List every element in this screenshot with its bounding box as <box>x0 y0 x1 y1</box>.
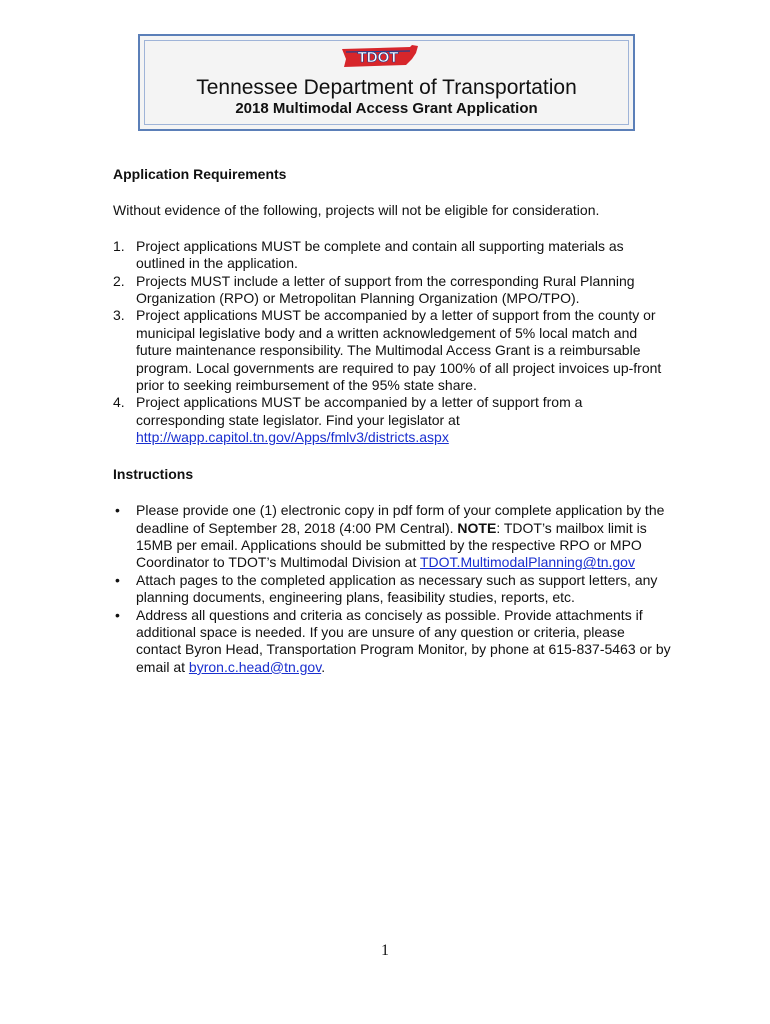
multimodal-email-link[interactable]: TDOT.MultimodalPlanning@tn.gov <box>420 554 635 571</box>
header-box <box>138 34 635 131</box>
list-number: 4. <box>113 394 125 411</box>
instruction-item <box>113 572 673 607</box>
contact-email-link[interactable]: byron.c.head@tn.gov <box>188 658 322 675</box>
document-body <box>113 166 673 676</box>
requirement-item <box>113 394 673 446</box>
requirement-item <box>113 238 673 273</box>
document-title: Tennessee Department of Transportation <box>196 76 577 99</box>
legislator-lookup-link[interactable]: http://wapp.capitol.tn.gov/Apps/fmlv3/districts.aspx <box>136 429 449 446</box>
bullet-icon: • <box>115 606 120 623</box>
instruction-item <box>113 607 673 677</box>
instruction-item <box>113 502 673 572</box>
page-number: 1 <box>381 942 389 959</box>
requirement-text: Project applications MUST be accompanied by a letter of support from a corresponding state legislator. Find your legislator at <box>136 394 583 428</box>
bullet-icon: • <box>115 502 120 519</box>
requirement-item <box>113 307 673 394</box>
instruction-text: Attach pages to the completed application as necessary such as support letters, any planning documents, engineering plans, feasibility studies, reports, etc. <box>136 571 658 606</box>
document-subtitle: 2018 Multimodal Access Grant Application <box>235 100 538 117</box>
list-number: 3. <box>113 307 125 324</box>
instructions-list <box>113 502 673 676</box>
tdot-logo <box>340 41 420 71</box>
list-number: 1. <box>113 237 125 254</box>
note-label: NOTE <box>457 519 497 536</box>
requirement-item <box>113 273 673 308</box>
requirements-list <box>113 238 673 447</box>
bullet-icon: • <box>115 571 120 588</box>
instructions-heading: Instructions <box>113 465 194 482</box>
instruction-text: Address all questions and criteria as concisely as possible. Provide attachments if additional space is needed. If you are unsure of any question or criteria, please contact Byron Head, Transportation Program Monitor, by phone at 615-837-5463 or by email at <box>136 606 671 675</box>
requirement-text: Project applications MUST be accompanied by a letter of support from the county or municipal legislative body and a written acknowledgement of 5% local match and future maintenance responsibility. The Multimodal Access Grant is a reimbursable program. Local governments are required to pay 100% of all project invoices up-front prior to seeking reimbursement of the 95% state share. <box>136 307 662 394</box>
requirement-text: Project applications MUST be complete and contain all supporting materials as outlined in the application. <box>136 237 624 272</box>
requirement-text: Projects MUST include a letter of support from the corresponding Rural Planning Organization (RPO) or Metropolitan Planning Organization (MPO/TPO). <box>136 272 635 307</box>
requirements-heading: Application Requirements <box>113 166 287 182</box>
instruction-text: : TDOT’s mailbox limit is 15MB per email. Applications should be submitted by the respective RPO or MPO Coordinator to TDOT’s Multimodal Division at <box>136 519 647 571</box>
requirements-intro: Without evidence of the following, projects will not be eligible for consideration. <box>113 202 600 219</box>
list-number: 2. <box>113 272 125 289</box>
instruction-text: Please provide one (1) electronic copy in pdf form of your complete application by the deadline of September 28, 2018 (4:00 PM Central). <box>136 502 665 536</box>
logo-text: TDOT <box>357 49 399 66</box>
instruction-text: . <box>321 658 326 675</box>
